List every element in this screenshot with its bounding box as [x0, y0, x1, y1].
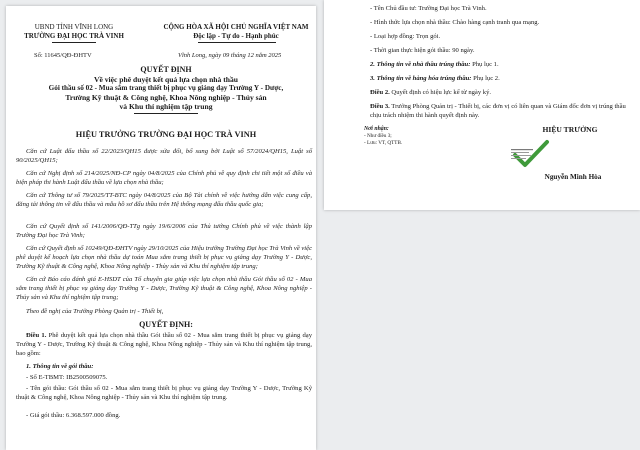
decide-heading: QUYẾT ĐỊNH: — [139, 320, 193, 329]
section-2-ref: Phụ lục 1. — [470, 61, 499, 68]
document-page-2 — [324, 0, 640, 210]
legal-basis-5-text: Căn cứ Quyết định số 10249/QĐ-ĐHTV ngày 29/10/2025 của Hiệu trưởng Trường Đại học Trà Vinh về việc phê duyệt kế hoạch lựa chọn nhà thầu dự toán Mua sắm trang thiết bị phục vụ giảng dạy Trường Y - Dược, Trường Kỹ thuật & Công nghệ, Khoa Nông nghiệp - Thủy sản và Khu thí nghiệm tập trung; — [16, 245, 312, 270]
article-3-label: Điều 3. — [370, 103, 390, 110]
decision-subtitle-3: Trường Kỹ thuật & Công nghệ, Khoa Nông nghiệp - Thủy sản — [65, 93, 267, 102]
issuer-underline — [52, 42, 96, 43]
digital-signature-checkmark-icon — [511, 139, 551, 169]
article-2-label: Điều 2. — [370, 89, 390, 96]
legal-basis-5 — [16, 245, 312, 271]
article-1-label: Điều 1. — [26, 332, 47, 339]
subtitle-underline — [134, 113, 198, 114]
section-2-line — [370, 60, 630, 69]
proposal-text: Theo đề nghị của Trưởng Phòng Quản trị - Thiết bị, — [26, 308, 164, 315]
owner-line: - Tên Chủ đầu tư: Trường Đại học Trà Vinh. — [370, 5, 487, 12]
decision-subtitle-4: và Khu thí nghiệm tập trung — [119, 102, 213, 111]
article-3 — [370, 102, 634, 120]
legal-basis-3 — [16, 192, 312, 210]
package-name-line — [16, 385, 312, 403]
place-date: Vĩnh Long, ngày 09 tháng 12 năm 2025 — [178, 52, 282, 59]
legal-basis-2 — [16, 170, 312, 188]
signer-title: HIỆU TRƯỞNG — [542, 125, 598, 134]
issuer-name: TRƯỜNG ĐẠI HỌC TRÀ VINH — [24, 31, 124, 40]
issuer-header — [14, 23, 134, 40]
contract-type-line: - Loại hợp đồng: Trọn gói. — [370, 33, 441, 40]
national-header — [156, 23, 316, 40]
recipients-title: Nơi nhận: — [364, 126, 389, 132]
legal-basis-3-text: Căn cứ Thông tư số 79/2025/TT-BTC ngày 04/8/2025 của Bộ Tài chính về việc hướng dẫn việc cung cấp, đăng tải thông tin về đấu thầu và mẫu hồ sơ đấu thầu trên Hệ thống mạng đấu thầu quốc gia; — [16, 192, 312, 208]
package-name-text: - Tên gói thầu: Gói thầu số 02 - Mua sắm trang thiết bị phục vụ giảng dạy Trường Y - Dược, Trường Kỹ thuật & Công nghệ, Khoa Nông nghiệp - Thủy sản và Khu thí nghiệm tập trung. — [16, 385, 312, 401]
national-motto: Độc lập - Tự do - Hạnh phúc — [193, 31, 279, 40]
legal-basis-4 — [16, 223, 312, 241]
document-number: Số: 11645/QĐ-ĐHTV — [34, 52, 92, 59]
decision-subtitle-2: Gói thầu số 02 - Mua sắm trang thiết bị phục vụ giảng dạy Trường Y - Dược, — [48, 84, 284, 92]
decision-subtitle-1: Về việc phê duyệt kết quả lựa chọn nhà thầu — [93, 75, 238, 84]
decision-title: QUYẾT ĐỊNH — [140, 65, 192, 74]
article-2-text: Quyết định có hiệu lực kể từ ngày ký. — [389, 89, 492, 96]
tbmt-line — [16, 374, 312, 383]
article-1-text: Phê duyệt kết quả lựa chọn nhà thầu Gói thầu số 02 - Mua sắm trang thiết bị phục vụ giảng dạy Trường Y - Dược, Trường Kỹ thuật & Công nghệ, Khoa Nông nghiệp - Thủy sản và Khu thí nghiệm tập trung, bao gồm: — [16, 332, 313, 357]
issuer-parent: UBND TỈNH VĨNH LONG — [34, 23, 114, 31]
section-2-heading: 2. Thông tin về nhà thầu trúng thầu: — [370, 61, 471, 68]
motto-underline — [198, 42, 276, 43]
package-price-text: - Giá gói thầu: 6.368.597.000 đồng. — [26, 412, 121, 419]
recipient-1: - Như điều 3; — [364, 133, 392, 139]
legal-basis-6-text: Căn cứ Báo cáo đánh giá E-HSDT của Tổ chuyên gia giúp việc lựa chọn nhà thầu Gói thầu số 02 - Mua sắm trang thiết bị phục vụ giảng dạy Trường Y - Dược, Trường Kỹ thuật & Công nghệ, Khoa Nông nghiệp - Thủy sản và Khu thí nghiệm tập trung; — [16, 276, 312, 301]
tbmt-text: - Số E-TBMT: IB2500509075. — [26, 374, 108, 381]
legal-basis-1-text: Căn cứ Luật đấu thầu số 22/2023/QH15 được sửa đổi, bổ sung bởi Luật số 57/2024/QH15, Luật số 90/2025/QH15; — [16, 148, 312, 164]
section-1-heading — [16, 363, 312, 372]
section-3-line — [370, 74, 630, 83]
section-3-heading: 3. Thông tin về hàng hóa trúng thầu: — [370, 75, 472, 82]
method-line: - Hình thức lựa chọn nhà thầu: Chào hàng cạnh tranh qua mạng. — [370, 19, 540, 26]
document-page-1 — [6, 6, 316, 450]
legal-basis-4-text: Căn cứ Quyết định số 141/2006/QĐ-TTg ngày 19/6/2006 của Thủ tướng Chính phủ về việc thành lập Trường Đại học Trà Vinh; — [16, 223, 312, 239]
legal-basis-6 — [16, 276, 312, 302]
section-3-ref: Phụ lục 2. — [471, 75, 500, 82]
section-1-heading-text: 1. Thông tin về gói thầu: — [26, 363, 94, 370]
proposal-line — [16, 308, 312, 317]
article-1 — [16, 332, 312, 358]
recipient-2: - Lưu: VT, QTTB. — [364, 140, 403, 146]
national-title: CỘNG HÒA XÃ HỘI CHỦ NGHĨA VIỆT NAM — [163, 23, 309, 31]
authority-heading: HIỆU TRƯỞNG TRƯỜNG ĐẠI HỌC TRÀ VINH — [75, 130, 257, 139]
article-3-text: Trưởng Phòng Quản trị - Thiết bị, các đơn vị có liên quan và Giám đốc đơn vị trúng thầu chịu trách nhiệm thi hành quyết định này. — [370, 103, 626, 119]
article-2 — [370, 88, 630, 97]
legal-basis-2-text: Căn cứ Nghị định số 214/2025/NĐ-CP ngày 04/8/2025 của Chính phủ về quy định chi tiết một số điều và biện pháp thi hành Luật đấu thầu về lựa chọn nhà thầu; — [16, 170, 312, 186]
package-price-line — [16, 412, 312, 421]
legal-basis-1 — [16, 148, 312, 166]
signer-name: Nguyễn Minh Hòa — [544, 173, 602, 181]
duration-line: - Thời gian thực hiện gói thầu: 90 ngày. — [370, 47, 475, 54]
